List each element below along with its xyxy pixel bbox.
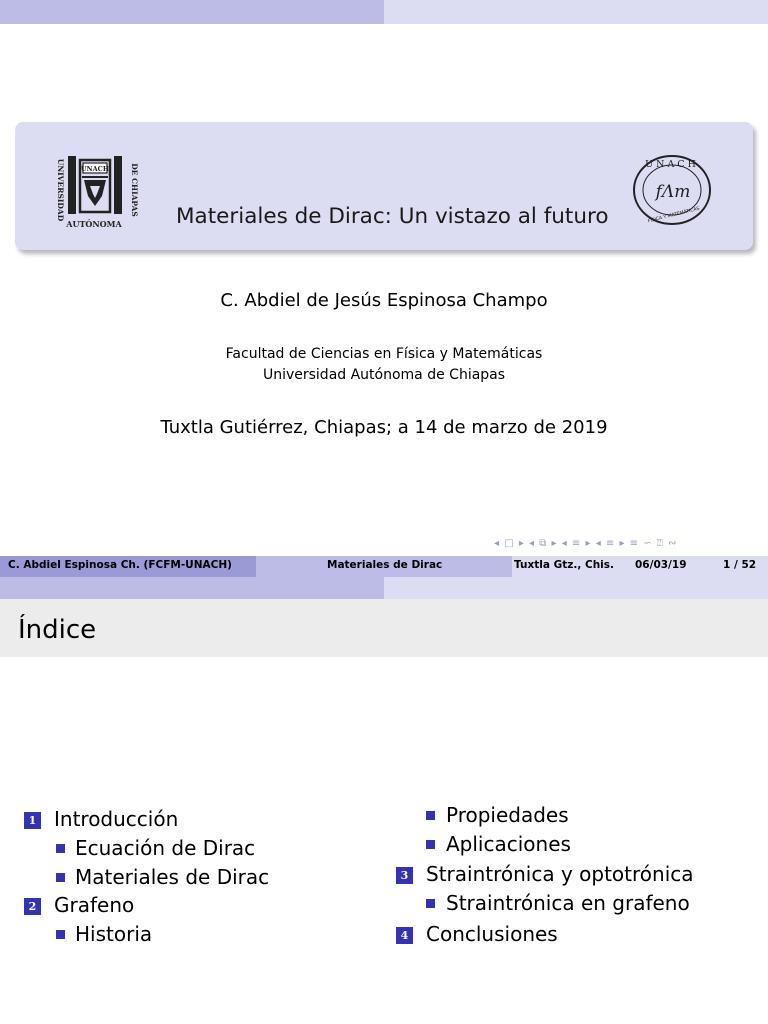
- institution-university: Universidad Autónoma de Chiapas: [262, 367, 506, 383]
- svg-text:FÍSICA Y MATEMÁTICAS: FÍSICA Y MATEMÁTICAS: [647, 206, 701, 225]
- toc-section-grafeno[interactable]: Grafeno: [54, 893, 135, 917]
- author-name: C. Abdiel de Jesús Espinosa Champo: [220, 290, 548, 311]
- frame-title-band: [0, 599, 768, 657]
- frame-title: Índice: [18, 615, 97, 645]
- subsection-bullet-icon: [56, 844, 65, 853]
- section-number-badge: 4: [396, 927, 413, 944]
- subsection-bullet-icon: [426, 899, 435, 908]
- header-bar-right: [384, 0, 768, 24]
- svg-text:UNACH: UNACH: [81, 165, 109, 173]
- place-and-date: Tuxtla Gutiérrez, Chiapas; a 14 de marzo de 2019: [160, 417, 608, 438]
- footline-author: C. Abdiel Espinosa Ch. (FCFM-UNACH): [8, 559, 232, 571]
- subsection-bullet-icon: [426, 840, 435, 849]
- section-number-badge: 2: [24, 898, 41, 915]
- svg-text:UNACH: UNACH: [645, 159, 699, 170]
- beamer-navigation-icons[interactable]: ◂ □ ▸ ◂ ⧉ ▸ ◂ ≡ ▸ ◂ ≡ ▸ ≡ ∽ ⍰ ∾: [494, 538, 678, 549]
- toc-subsection-ecuacion-de-dirac[interactable]: Ecuación de Dirac: [75, 836, 256, 860]
- footline-author-segment: [0, 556, 256, 577]
- svg-text:AUTÓNOMA: AUTÓNOMA: [66, 219, 122, 229]
- svg-text:DE CHIAPAS: DE CHIAPAS: [130, 163, 139, 217]
- footline-info-segment: [512, 556, 768, 577]
- fcfm-faculty-logo: [630, 152, 714, 228]
- subsection-bullet-icon: [56, 873, 65, 882]
- subsection-bullet-icon: [56, 930, 65, 939]
- header-bar-left: [0, 0, 384, 24]
- section-number-badge: 3: [396, 867, 413, 884]
- unach-university-logo: [46, 150, 142, 232]
- toc-subsection-propiedades[interactable]: Propiedades: [446, 803, 569, 827]
- footline-date: 06/03/19: [635, 559, 687, 571]
- footline-page-number: 1 / 52: [723, 559, 757, 571]
- presentation-title: Materiales de Dirac: Un vistazo al futuro: [176, 204, 609, 229]
- toc-subsection-aplicaciones[interactable]: Aplicaciones: [446, 832, 571, 856]
- footline-title-segment: [256, 556, 512, 577]
- institution-faculty: Facultad de Ciencias en Física y Matemáticas: [225, 346, 543, 362]
- toc-subsection-materiales-de-dirac[interactable]: Materiales de Dirac: [75, 865, 270, 889]
- section-number-badge: 1: [24, 812, 41, 829]
- toc-subsection-historia[interactable]: Historia: [75, 922, 153, 946]
- toc-section-straintronica-y-optotronica[interactable]: Straintrónica y optotrónica: [426, 862, 694, 886]
- footline-title: Materiales de Dirac: [327, 559, 443, 571]
- header-bar-left-2: [0, 577, 384, 599]
- toc-section-introduccion[interactable]: Introducción: [54, 807, 179, 831]
- svg-text:fΛm: fΛm: [655, 182, 691, 202]
- subsection-bullet-icon: [426, 811, 435, 820]
- footline: [0, 556, 768, 577]
- footline-location: Tuxtla Gtz., Chis.: [514, 559, 615, 571]
- toc-subsection-straintronica-en-grafeno[interactable]: Straintrónica en grafeno: [446, 891, 690, 915]
- header-bar-right-2: [384, 577, 768, 599]
- toc-section-conclusiones[interactable]: Conclusiones: [426, 922, 558, 946]
- svg-text:UNIVERSIDAD: UNIVERSIDAD: [56, 158, 65, 222]
